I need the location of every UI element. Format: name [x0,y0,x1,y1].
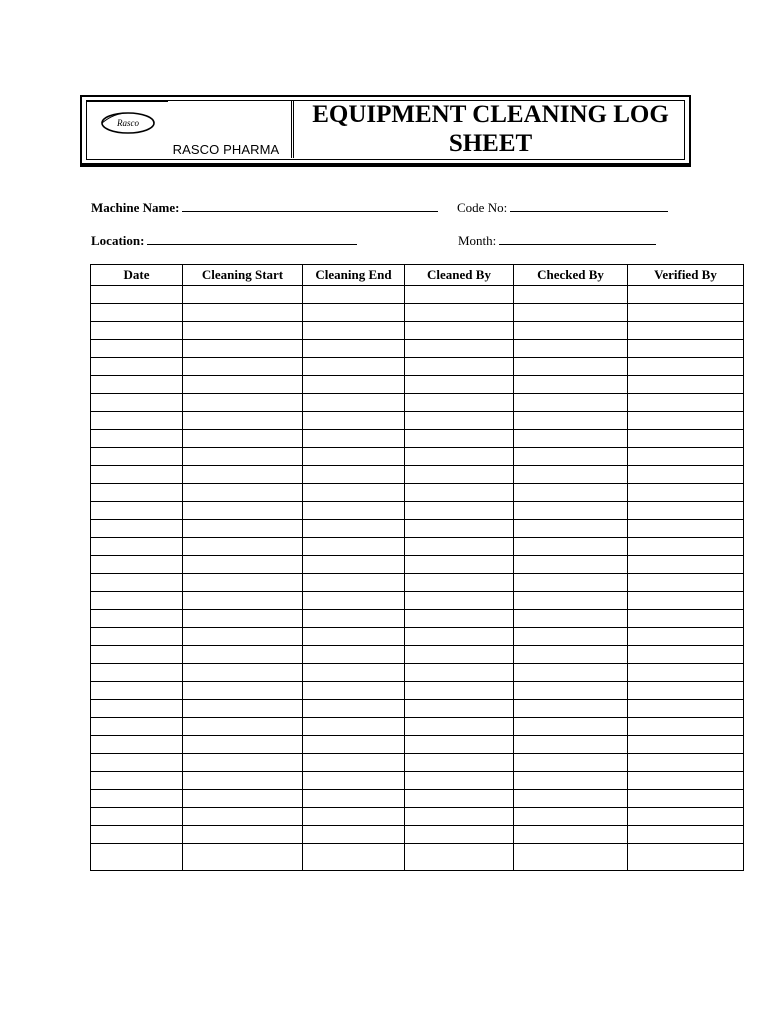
table-cell[interactable] [183,790,303,808]
table-cell[interactable] [183,358,303,376]
table-row [91,808,744,826]
table-cell[interactable] [303,430,405,448]
table-cell[interactable] [514,556,628,574]
table-row [91,358,744,376]
table-cell[interactable] [405,358,514,376]
table-cell[interactable] [405,664,514,682]
table-cell[interactable] [405,736,514,754]
table-cell[interactable] [303,718,405,736]
table-cell[interactable] [405,574,514,592]
table-cell[interactable] [303,340,405,358]
table-cell[interactable] [514,286,628,304]
table-cell[interactable] [91,772,183,790]
table-cell[interactable] [183,826,303,844]
table-cell[interactable] [405,538,514,556]
table-row [91,340,744,358]
table-row [91,466,744,484]
company-name: RASCO PHARMA [172,142,280,157]
table-cell[interactable] [303,304,405,322]
svg-text:Rasco: Rasco [117,118,139,128]
table-row [91,430,744,448]
table-row [91,790,744,808]
table-cell[interactable] [514,628,628,646]
table-cell[interactable] [628,502,744,520]
table-row [91,538,744,556]
table-cell[interactable] [303,502,405,520]
month-field [458,232,656,249]
table-cell[interactable] [183,556,303,574]
table-row [91,682,744,700]
table-cell[interactable] [405,466,514,484]
table-row [91,610,744,628]
table-cell[interactable] [91,646,183,664]
location-blank[interactable] [147,232,357,245]
table-cell[interactable] [405,808,514,826]
table-cell[interactable] [628,754,744,772]
table-cell[interactable] [514,772,628,790]
table-cell[interactable] [303,664,405,682]
table-cell[interactable] [303,394,405,412]
table-cell[interactable] [183,646,303,664]
table-cell[interactable] [514,682,628,700]
machine-name-field [91,199,438,216]
table-cell[interactable] [628,466,744,484]
document-title: EQUIPMENT CLEANING LOG SHEET [312,101,669,157]
table-cell[interactable] [91,718,183,736]
table-cell[interactable] [405,772,514,790]
table-cell[interactable] [514,484,628,502]
table-cell[interactable] [405,556,514,574]
table-cell[interactable] [628,736,744,754]
table-cell[interactable] [514,466,628,484]
table-cell[interactable] [183,610,303,628]
table-cell[interactable] [91,844,183,871]
table-cell[interactable] [405,412,514,430]
table-cell[interactable] [628,628,744,646]
table-cell[interactable] [628,808,744,826]
table-cell[interactable] [183,844,303,871]
table-cell[interactable] [405,286,514,304]
code-no-label: Code No: [457,200,508,215]
table-cell[interactable] [303,736,405,754]
table-cell[interactable] [303,700,405,718]
table-cell[interactable] [303,538,405,556]
table-cell[interactable] [405,682,514,700]
table-cell[interactable] [91,520,183,538]
table-cell[interactable] [91,430,183,448]
table-cell[interactable] [628,646,744,664]
table-cell[interactable] [91,592,183,610]
table-row [91,394,744,412]
table-cell[interactable] [183,412,303,430]
company-logo [100,110,156,136]
table-cell[interactable] [514,826,628,844]
table-cell[interactable] [183,430,303,448]
table-cell[interactable] [183,736,303,754]
table-row [91,286,744,304]
table-cell[interactable] [628,358,744,376]
table-cell[interactable] [183,448,303,466]
table-cell[interactable] [628,538,744,556]
table-cell[interactable] [303,556,405,574]
table-cell[interactable] [303,682,405,700]
table-cell[interactable] [514,574,628,592]
column-header-date: Date [91,265,183,286]
table-cell[interactable] [514,646,628,664]
table-cell[interactable] [303,826,405,844]
table-cell[interactable] [628,610,744,628]
table-cell[interactable] [405,394,514,412]
table-cell[interactable] [91,466,183,484]
table-cell[interactable] [183,718,303,736]
table-cell[interactable] [405,844,514,871]
code-no-blank[interactable] [510,199,668,212]
table-cell[interactable] [303,790,405,808]
table-cell[interactable] [514,718,628,736]
table-cell[interactable] [628,664,744,682]
table-cell[interactable] [405,430,514,448]
column-header-verified-by: Verified By [628,265,744,286]
table-cell[interactable] [183,322,303,340]
table-cell[interactable] [628,718,744,736]
table-cell[interactable] [303,358,405,376]
table-cell[interactable] [628,448,744,466]
table-cell[interactable] [91,610,183,628]
table-cell[interactable] [303,376,405,394]
table-cell[interactable] [91,448,183,466]
logo-top-rule [86,100,168,102]
table-cell[interactable] [405,790,514,808]
table-cell[interactable] [628,682,744,700]
table-cell[interactable] [91,700,183,718]
table-cell[interactable] [628,412,744,430]
table-cell[interactable] [405,502,514,520]
table-cell[interactable] [183,664,303,682]
log-table-body [91,286,744,871]
table-cell[interactable] [514,790,628,808]
table-row [91,592,744,610]
table-cell[interactable] [514,664,628,682]
table-row [91,646,744,664]
table-cell[interactable] [183,574,303,592]
table-row [91,826,744,844]
table-cell[interactable] [183,304,303,322]
table-cell[interactable] [405,376,514,394]
machine-name-label: Machine Name: [91,200,180,215]
column-header-checked-by: Checked By [514,265,628,286]
table-cell[interactable] [628,790,744,808]
table-row [91,772,744,790]
cleaning-log-table [90,264,744,871]
table-cell[interactable] [514,412,628,430]
month-label: Month: [458,233,497,248]
table-cell[interactable] [405,592,514,610]
table-cell[interactable] [405,322,514,340]
table-row [91,736,744,754]
table-row [91,556,744,574]
table-cell[interactable] [628,592,744,610]
logo-cell [86,100,294,158]
table-cell[interactable] [91,736,183,754]
table-cell[interactable] [91,790,183,808]
table-cell[interactable] [514,700,628,718]
table-cell[interactable] [628,430,744,448]
table-cell[interactable] [91,682,183,700]
table-cell[interactable] [91,412,183,430]
table-cell[interactable] [514,736,628,754]
location-label: Location: [91,233,145,248]
table-row [91,412,744,430]
table-cell[interactable] [514,538,628,556]
table-cell[interactable] [303,610,405,628]
table-cell[interactable] [514,592,628,610]
table-cell[interactable] [405,700,514,718]
table-cell[interactable] [514,430,628,448]
table-cell[interactable] [405,826,514,844]
table-cell[interactable] [514,754,628,772]
code-no-field [457,199,668,216]
column-header-cleaned-by: Cleaned By [405,265,514,286]
table-cell[interactable] [628,574,744,592]
table-cell[interactable] [91,628,183,646]
table-cell[interactable] [514,376,628,394]
table-cell[interactable] [91,556,183,574]
table-cell[interactable] [628,394,744,412]
table-cell[interactable] [91,754,183,772]
table-cell[interactable] [91,304,183,322]
table-cell[interactable] [628,304,744,322]
table-cell[interactable] [183,808,303,826]
table-cell[interactable] [405,610,514,628]
table-cell[interactable] [91,502,183,520]
table-cell[interactable] [628,322,744,340]
table-cell[interactable] [405,754,514,772]
table-cell[interactable] [514,304,628,322]
table-row [91,844,744,871]
table-cell[interactable] [303,592,405,610]
table-row [91,448,744,466]
table-cell[interactable] [91,358,183,376]
table-cell[interactable] [514,340,628,358]
table-cell[interactable] [91,340,183,358]
column-header-cleaning-end: Cleaning End [303,265,405,286]
table-cell[interactable] [183,286,303,304]
table-cell[interactable] [303,412,405,430]
table-cell[interactable] [303,646,405,664]
table-cell[interactable] [183,682,303,700]
table-cell[interactable] [628,520,744,538]
title-cell [296,100,685,158]
table-cell[interactable] [91,826,183,844]
table-cell[interactable] [628,844,744,871]
table-cell[interactable] [405,718,514,736]
table-cell[interactable] [183,394,303,412]
table-cell[interactable] [405,484,514,502]
table-cell[interactable] [303,448,405,466]
table-cell[interactable] [91,538,183,556]
table-cell[interactable] [183,628,303,646]
table-row [91,376,744,394]
table-header-row [91,265,744,286]
table-cell[interactable] [405,448,514,466]
table-cell[interactable] [183,592,303,610]
table-cell[interactable] [91,322,183,340]
table-cell[interactable] [303,574,405,592]
table-cell[interactable] [303,520,405,538]
table-cell[interactable] [628,340,744,358]
table-cell[interactable] [183,520,303,538]
table-cell[interactable] [303,754,405,772]
table-cell[interactable] [514,358,628,376]
table-row [91,718,744,736]
table-cell[interactable] [514,322,628,340]
table-row [91,754,744,772]
table-row [91,484,744,502]
table-cell[interactable] [303,808,405,826]
table-cell[interactable] [628,376,744,394]
table-cell[interactable] [628,484,744,502]
table-cell[interactable] [405,628,514,646]
table-cell[interactable] [303,484,405,502]
table-cell[interactable] [628,556,744,574]
table-cell[interactable] [628,826,744,844]
location-field [91,232,357,249]
table-row [91,664,744,682]
table-cell[interactable] [183,700,303,718]
table-cell[interactable] [91,286,183,304]
table-cell[interactable] [91,808,183,826]
table-cell[interactable] [628,772,744,790]
table-cell[interactable] [628,286,744,304]
table-row [91,502,744,520]
table-cell[interactable] [514,448,628,466]
table-cell[interactable] [514,520,628,538]
table-row [91,322,744,340]
table-cell[interactable] [91,394,183,412]
table-row [91,700,744,718]
table-cell[interactable] [303,466,405,484]
table-cell[interactable] [405,520,514,538]
table-cell[interactable] [514,808,628,826]
table-cell[interactable] [514,610,628,628]
table-cell[interactable] [303,628,405,646]
month-blank[interactable] [499,232,656,245]
table-cell[interactable] [405,646,514,664]
table-cell[interactable] [183,466,303,484]
table-cell[interactable] [628,700,744,718]
table-cell[interactable] [91,376,183,394]
table-cell[interactable] [91,484,183,502]
table-row [91,574,744,592]
table-row [91,628,744,646]
table-cell[interactable] [183,376,303,394]
table-cell[interactable] [303,286,405,304]
table-cell[interactable] [514,502,628,520]
column-header-cleaning-start: Cleaning Start [183,265,303,286]
machine-name-blank[interactable] [182,199,438,212]
table-cell[interactable] [303,844,405,871]
table-cell[interactable] [303,772,405,790]
table-row [91,304,744,322]
document-header [80,95,691,165]
table-cell[interactable] [514,394,628,412]
table-cell[interactable] [183,772,303,790]
table-row [91,520,744,538]
table-cell[interactable] [183,502,303,520]
table-cell[interactable] [405,340,514,358]
table-cell[interactable] [183,340,303,358]
table-cell[interactable] [303,322,405,340]
table-cell[interactable] [183,754,303,772]
table-cell[interactable] [183,538,303,556]
table-cell[interactable] [405,304,514,322]
table-cell[interactable] [91,664,183,682]
table-cell[interactable] [91,574,183,592]
table-cell[interactable] [514,844,628,871]
table-cell[interactable] [183,484,303,502]
